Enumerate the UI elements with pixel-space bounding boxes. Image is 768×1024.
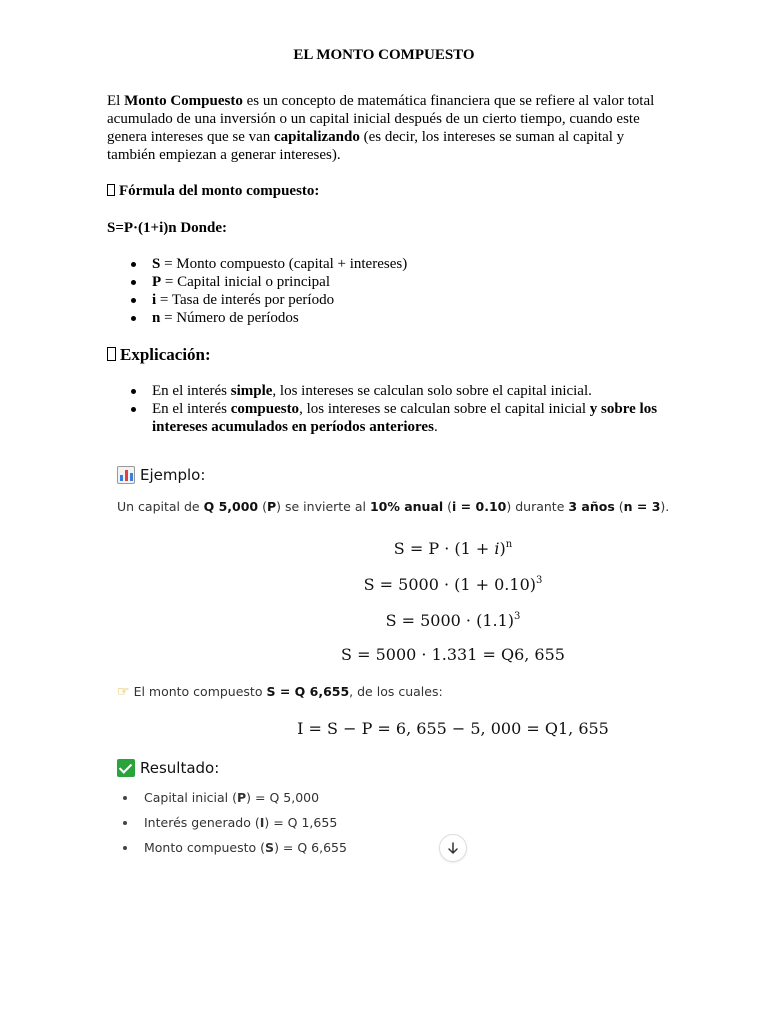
pointing-hand-icon: ☞: [117, 684, 130, 700]
intro-text: El: [107, 93, 125, 109]
resultado-list: [117, 785, 347, 860]
list-item: [107, 400, 667, 436]
expl-term: simple: [230, 383, 273, 399]
missing-glyph-icon: [107, 184, 115, 196]
check-mark-icon: [117, 759, 135, 777]
variables-list: [107, 255, 407, 327]
explicacion-heading-text: Explicación:: [120, 345, 211, 364]
resultado-heading-text: Resultado:: [140, 759, 220, 777]
formula-line: S=P·(1+i)n Donde:: [107, 220, 228, 236]
resultado-heading: [117, 758, 219, 778]
intro-text: es un concepto de matemática financiera que se refiere al valor total acumulado de una inversión o un capital inicial después de un cierto tiempo, cuando este genera intereses que se van: [107, 93, 655, 145]
variable-symbol: P: [152, 274, 162, 290]
list-item: Capital inicial (P) = Q 5,000: [117, 785, 347, 810]
ejemplo-heading: [117, 465, 205, 485]
list-item: Interés generado (I) = Q 1,655: [117, 810, 347, 835]
variable-symbol: i: [152, 292, 157, 308]
formula-4: S = 5000 · 1.331 = Q6, 655: [341, 645, 565, 664]
expl-term: y sobre los intereses acumulados en períodos anteriores: [152, 401, 658, 435]
intro-term: Monto Compuesto: [124, 93, 243, 109]
interest-formula: I = S − P = 6, 655 − 5, 000 = Q1, 655: [297, 719, 609, 738]
list-item: [107, 273, 407, 291]
variable-description: = Capital inicial o principal: [161, 274, 331, 290]
variable-symbol: n: [152, 310, 161, 326]
list-item: Monto compuesto (S) = Q 6,655: [117, 835, 347, 860]
formula-heading-text: Fórmula del monto compuesto:: [119, 183, 320, 199]
variable-description: = Monto compuesto (capital + intereses): [160, 256, 408, 272]
expl-text: , los intereses se calculan solo sobre el capital inicial.: [272, 383, 592, 399]
variable-description: = Tasa de interés por período: [156, 292, 335, 308]
expl-text: En el interés: [152, 401, 231, 417]
variable-description: = Número de períodos: [160, 310, 299, 326]
formula-3: $S = 5000 \cdot (1.1)^3$: [385, 611, 521, 630]
explicacion-heading: [107, 345, 211, 365]
expl-term: compuesto: [230, 401, 300, 417]
variable-symbol: S: [152, 256, 161, 272]
bar-chart-icon: [117, 466, 135, 484]
expl-text: En el interés: [152, 383, 231, 399]
ejemplo-heading-text: Ejemplo:: [140, 466, 206, 484]
ejemplo-note: ☞ El monto compuesto S = Q 6,655, de los cuales:: [117, 684, 443, 700]
expl-text: .: [433, 419, 438, 435]
list-item: [107, 309, 407, 327]
explicacion-list: [107, 382, 667, 436]
intro-text: (es decir, los intereses se suman al capital y también empiezan a generar intereses).: [107, 129, 625, 163]
list-item: [107, 291, 407, 309]
arrow-down-icon: [446, 841, 460, 855]
list-item: [107, 255, 407, 273]
intro-paragraph: [107, 92, 667, 164]
formula-heading: [107, 182, 319, 200]
expl-text: , los intereses se calculan sobre el capital inicial: [299, 401, 590, 417]
missing-glyph-icon: [107, 347, 116, 361]
list-item: [107, 382, 667, 400]
scroll-down-button[interactable]: [439, 834, 467, 862]
document-title: EL MONTO COMPUESTO: [293, 47, 475, 63]
ejemplo-statement: Un capital de Q 5,000 (P) se invierte al 10% anual (i = 0.10) durante 3 años (n = 3).: [117, 499, 670, 514]
formula-1: $S = P \cdot (1 + i)^n$: [393, 539, 513, 558]
formula-2: $S = 5000 \cdot (1 + 0.10)^3$: [363, 575, 543, 594]
intro-term: capitalizando: [274, 129, 360, 145]
